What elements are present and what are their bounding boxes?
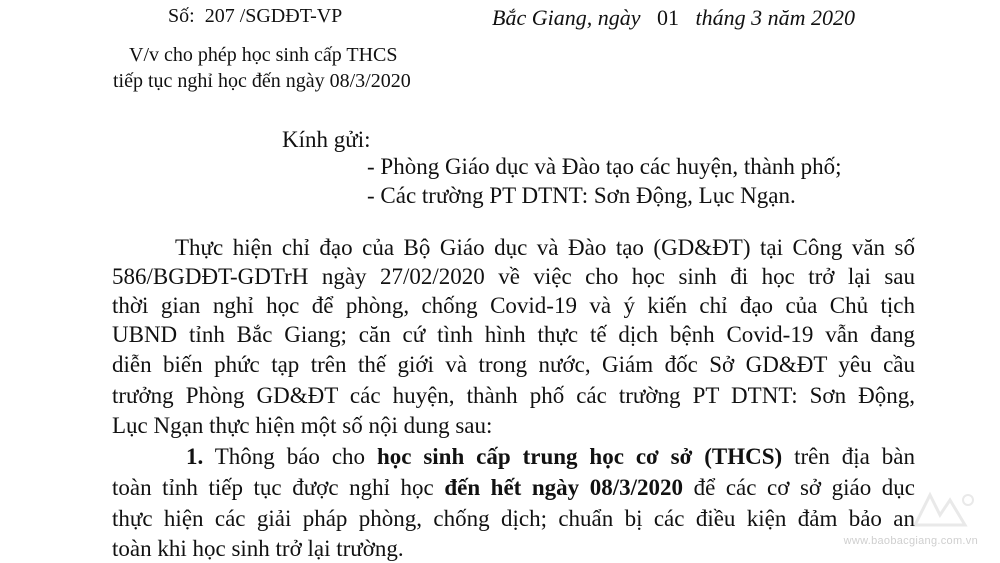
item-1-text: để các cơ sở giáo dục bbox=[683, 475, 915, 500]
date-suffix: tháng 3 năm 2020 bbox=[695, 5, 855, 30]
body-line: UBND tỉnh Bắc Giang; căn cứ tình hình thực tế dịch bệnh Covid-19 vẫn đang bbox=[112, 322, 915, 347]
body-line: trưởng Phòng GD&ĐT các huyện, thành phố các trường PT DTNT: Sơn Động, bbox=[112, 383, 915, 408]
recipient-item: - Phòng Giáo dục và Đào tạo các huyện, thành phố; bbox=[367, 154, 842, 179]
body-line: Lục Ngạn thực hiện một số nội dung sau: bbox=[112, 413, 493, 438]
item-1-number: 1. bbox=[186, 444, 204, 469]
subject-line-1: V/v cho phép học sinh cấp THCS bbox=[129, 44, 398, 66]
item-1-line-4: toàn khi học sinh trở lại trường. bbox=[112, 536, 404, 561]
so-label: Số: bbox=[168, 5, 195, 27]
body-line: 586/BGDĐT-GDTrH ngày 27/02/2020 về việc cho học sinh đi học trở lại sau bbox=[112, 264, 915, 289]
item-1-text: trên địa bàn bbox=[782, 444, 915, 469]
item-1-line-1 bbox=[186, 444, 915, 470]
item-1-text: toàn tỉnh tiếp tục được nghỉ học bbox=[112, 475, 445, 500]
item-1-emphasis: đến hết ngày 08/3/2020 bbox=[444, 475, 684, 500]
place-date bbox=[492, 5, 855, 31]
item-1-text: Thông báo cho bbox=[214, 444, 377, 469]
watermark-url: www.baobacgiang.com.vn bbox=[843, 535, 978, 547]
item-1-line-3: thực hiện các giải pháp phòng, chống dịch; chuẩn bị các điều kiện đảm bảo an bbox=[112, 506, 915, 531]
body-line: diễn biến phức tạp trên thế giới và trong nước, Giám đốc Sở GD&ĐT yêu cầu bbox=[112, 352, 915, 377]
so-value: 207 /SGDĐT-VP bbox=[204, 5, 343, 27]
subject-line-2: tiếp tục nghỉ học đến ngày 08/3/2020 bbox=[113, 70, 411, 92]
recipients-label: Kính gửi: bbox=[282, 127, 371, 152]
item-1-emphasis: học sinh cấp trung học cơ sở (THCS) bbox=[376, 444, 783, 469]
date-day: 01 bbox=[656, 5, 679, 30]
place-date-prefix: Bắc Giang, ngày bbox=[492, 5, 641, 30]
body-line: thời gian nghỉ học để phòng, chống Covid-19 và ý kiến chỉ đạo của Chủ tịch bbox=[112, 293, 915, 318]
document-number bbox=[168, 5, 342, 28]
body-line: Thực hiện chỉ đạo của Bộ Giáo dục và Đào tạo (GD&ĐT) tại Công văn số bbox=[175, 235, 915, 260]
newspaper-logo-watermark bbox=[910, 490, 980, 530]
item-1-line-2 bbox=[112, 475, 915, 501]
recipient-item: - Các trường PT DTNT: Sơn Động, Lục Ngạn. bbox=[367, 183, 796, 208]
